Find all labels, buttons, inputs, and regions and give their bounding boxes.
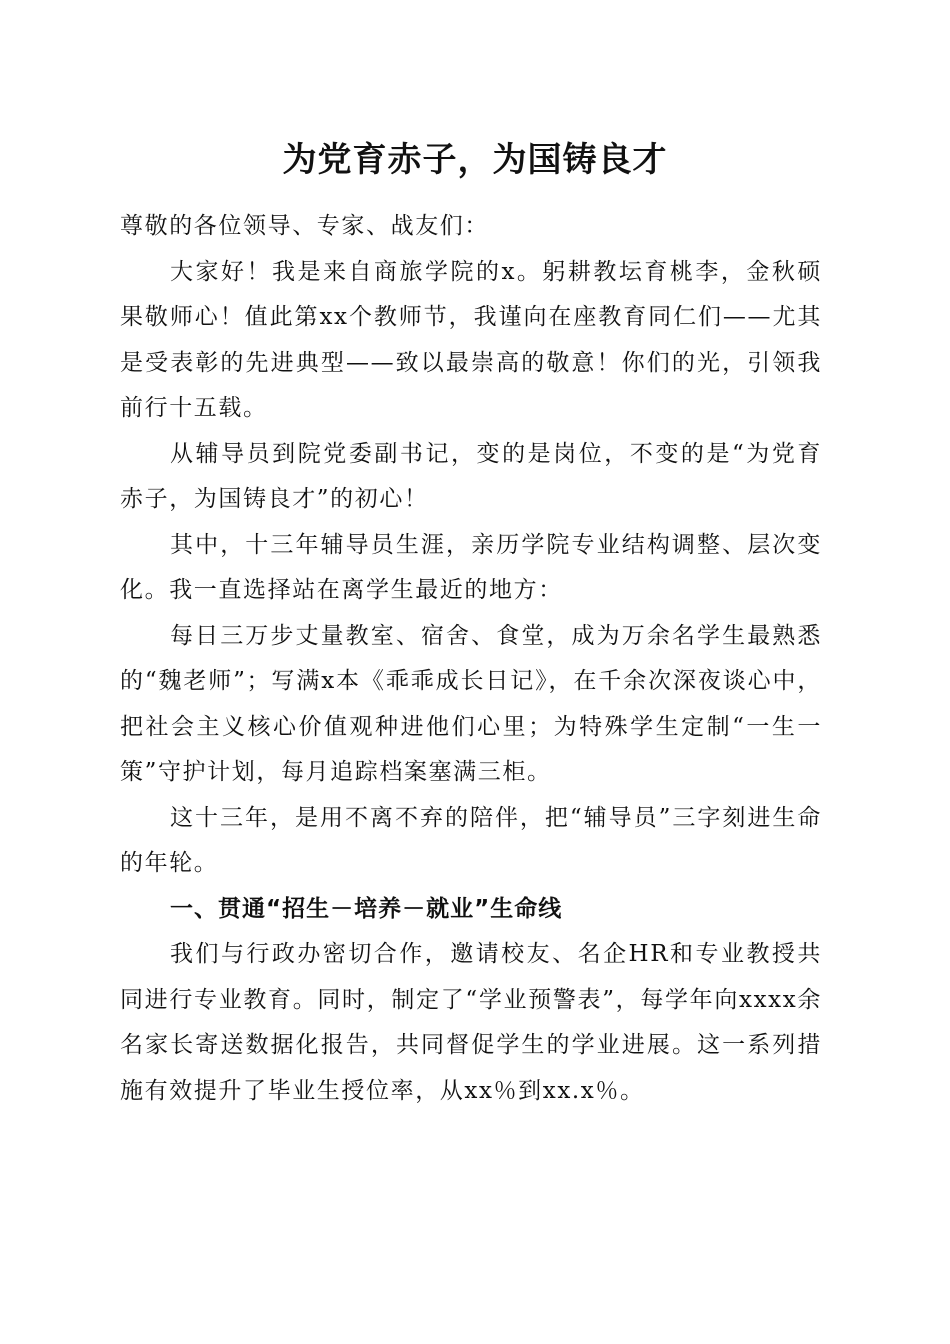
paragraph-greeting: 大家好！我是来自商旅学院的x。躬耕教坛育桃李，金秋硕果敬师心！值此第xx个教师节，我谨向在座教育同仁们——尤其是受表彰的先进典型——致以最崇高的敬意！你们的光，引领我前行十五载。 bbox=[120, 258, 822, 421]
salutation: 尊敬的各位领导、专家、战友们： bbox=[120, 213, 489, 239]
paragraph-counselor: 其中，十三年辅导员生涯，亲历学院专业结构调整、层次变化。我一直选择站在离学生最近的地方： bbox=[120, 531, 822, 603]
document-body bbox=[120, 204, 822, 1114]
paragraph-daily-work: 每日三万步丈量教室、宿舍、食堂，成为万余名学生最熟悉的“魏老师”；写满x本《乖乖成长日记》，在千余次深夜谈心中，把社会主义核心价值观种进他们心里；为特殊学生定制“一生一策”守护计划，每月追踪档案塞满三柜。 bbox=[120, 622, 822, 785]
paragraph-thirteen-years: 这十三年，是用不离不弃的陪伴，把“辅导员”三字刻进生命的年轮。 bbox=[120, 804, 822, 876]
document-title: 为党育赤子，为国铸良才 bbox=[282, 140, 668, 180]
paragraph-career: 从辅导员到院党委副书记，变的是岗位，不变的是“为党育赤子，为国铸良才”的初心！ bbox=[120, 440, 822, 512]
section-heading: 一、贯通“招生－培养－就业”生命线 bbox=[170, 895, 563, 922]
section-paragraph: 我们与行政办密切合作，邀请校友、名企HR和专业教授共同进行专业教育。同时，制定了“学业预警表”，每学年向xxxx余名家长寄送数据化报告，共同督促学生的学业进展。这一系列措施有效提升了毕业生授位率，从xx％到xx.x％。 bbox=[120, 941, 822, 1104]
